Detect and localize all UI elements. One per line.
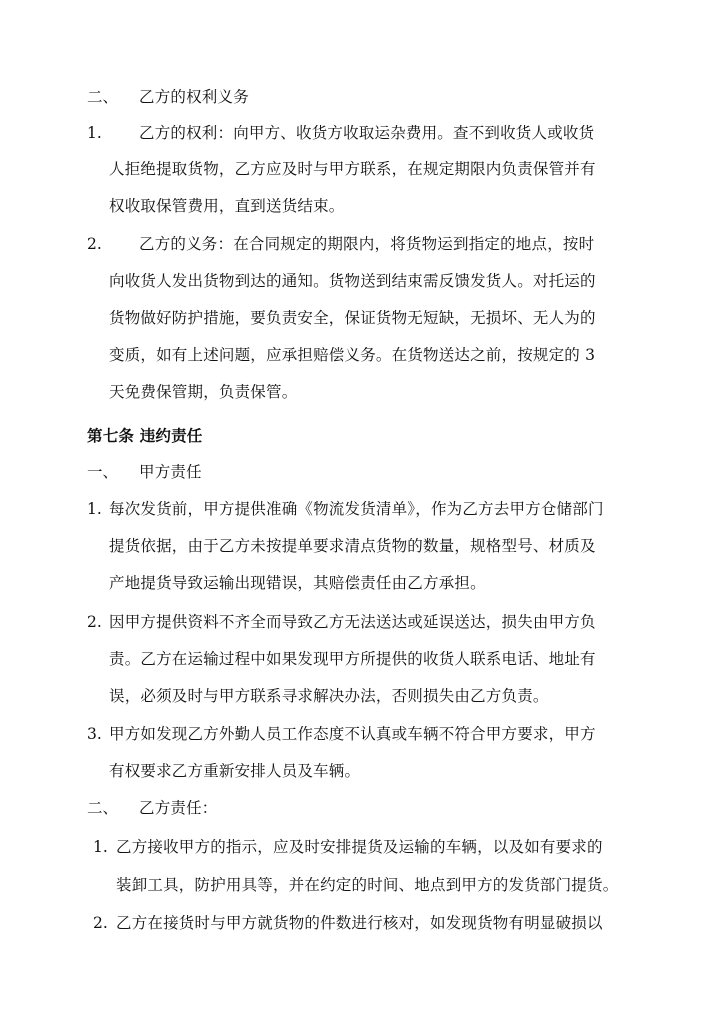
section-heading: 乙方责任： [139, 799, 218, 817]
paragraph-line: 乙方的权利：向甲方、收货方收取运杂费用。查不到收货人或收货 [139, 124, 595, 142]
article-title: 第七条 违约责任 [87, 426, 203, 445]
section-heading: 甲方责任 [139, 463, 202, 481]
paragraph-line: 乙方接收甲方的指示，应及时安排提货及运输的车辆，以及如有要求的 [116, 838, 603, 856]
paragraph-line: 每次发货前，甲方提供准确《物流发货清单》，作为乙方去甲方仓储部门 [109, 500, 604, 518]
section-number: 二、 [87, 88, 119, 106]
list-number: 2. [93, 914, 108, 932]
paragraph-line: 误，必须及时与甲方联系寻求解决办法，否则损失由乙方负责。 [109, 687, 549, 705]
list-number: 1. [93, 838, 108, 856]
paragraph-line: 提货依据，由于乙方未按提单要求清点货物的数量，规格型号、材质及 [109, 537, 596, 555]
paragraph-line: 产地提货导致运输出现错误，其赔偿责任由乙方承担。 [109, 574, 486, 592]
paragraph-line: 权收取保管费用，直到送货结束。 [109, 197, 345, 215]
section-heading: 乙方的权利义务 [139, 88, 249, 106]
list-number: 3. [87, 725, 102, 743]
paragraph-line: 因甲方提供资料不齐全而导致乙方无法送达或延误送达，损失由甲方负 [109, 613, 596, 631]
paragraph-line: 乙方在接货时与甲方就货物的件数进行核对，如发现货物有明显破损以 [116, 914, 603, 932]
paragraph-line: 变质，如有上述问题，应承担赔偿义务。在货物送达之前，按规定的 3 [109, 346, 596, 364]
section-number: 一、 [87, 463, 119, 481]
section-number: 二、 [87, 799, 119, 817]
list-number: 2. [87, 235, 102, 253]
paragraph-line: 货物做好防护措施，要负责安全，保证货物无短缺，无损坏、无人为的 [109, 309, 596, 327]
paragraph-line: 天免费保管期，负责保管。 [109, 383, 298, 401]
list-number: 1. [87, 124, 102, 142]
paragraph-line: 乙方的义务：在合同规定的期限内，将货物运到指定的地点，按时 [139, 235, 595, 253]
paragraph-line: 甲方如发现乙方外勤人员工作态度不认真或车辆不符合甲方要求，甲方 [109, 725, 596, 743]
list-number: 1. [87, 500, 102, 518]
paragraph-line: 向收货人发出货物到达的通知。货物送到结束需反馈发货人。对托运的 [109, 272, 596, 290]
list-number: 2. [87, 613, 102, 631]
paragraph-line: 责。乙方在运输过程中如果发现甲方所提供的收货人联系电话、地址有 [109, 650, 596, 668]
paragraph-line: 人拒绝提取货物，乙方应及时与甲方联系，在规定期限内负责保管并有 [109, 160, 596, 178]
paragraph-line: 装卸工具，防护用具等，并在约定的时间、地点到甲方的发货部门提货。 [116, 876, 619, 894]
paragraph-line: 有权要求乙方重新安排人员及车辆。 [109, 762, 361, 780]
